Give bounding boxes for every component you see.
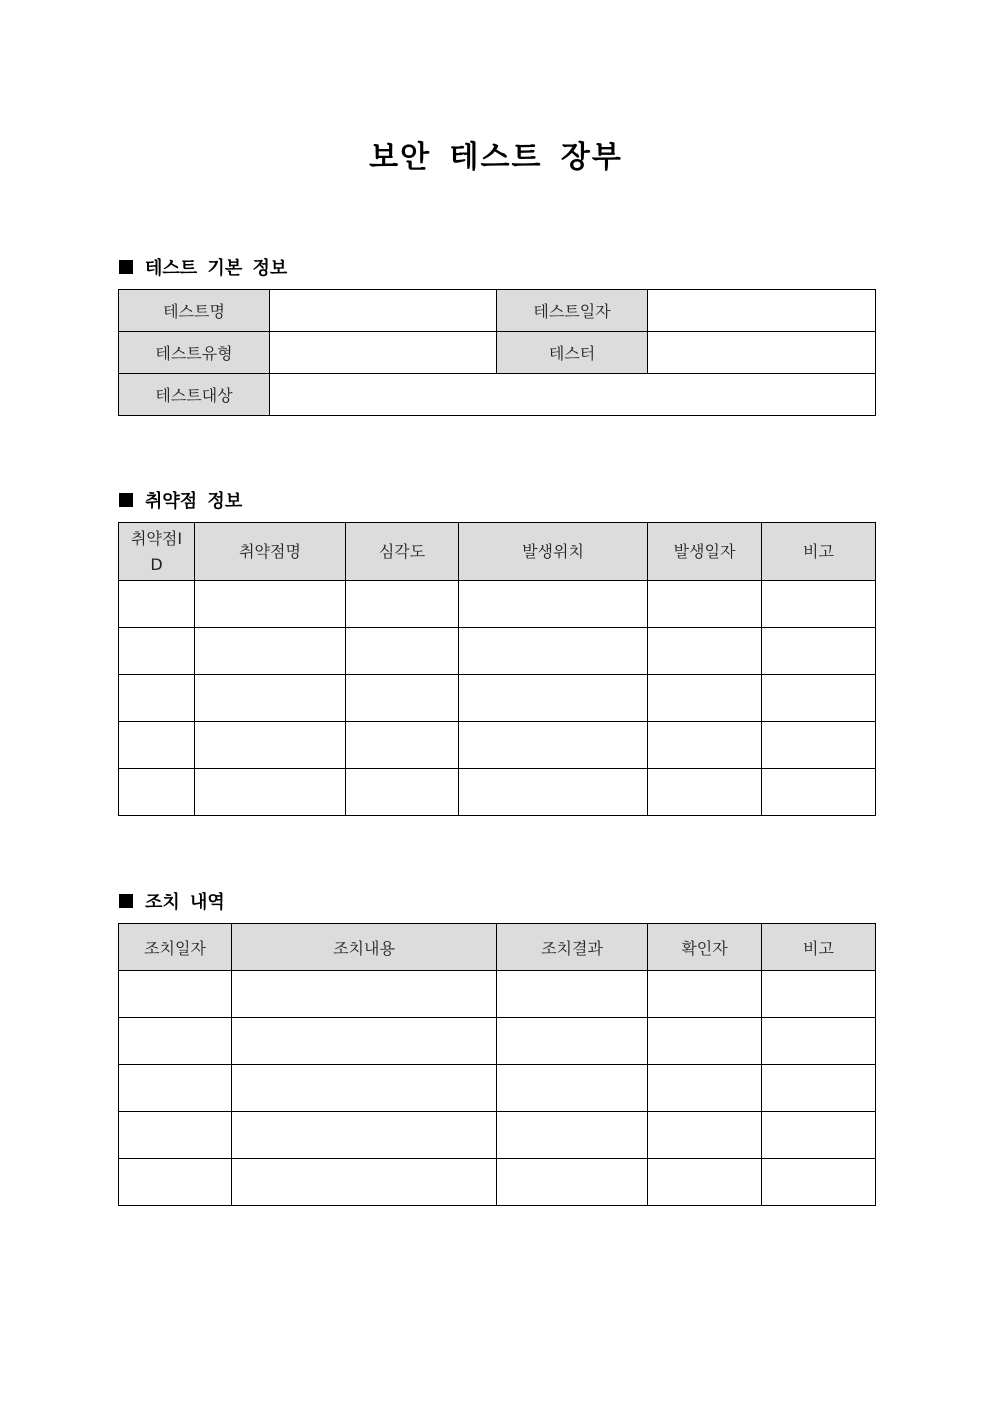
table-cell[interactable] [762,581,876,628]
document-title: 보안 테스트 장부 [369,140,623,175]
table-cell[interactable] [232,1159,497,1206]
field-tester[interactable] [648,332,876,374]
table-cell[interactable] [648,1018,762,1065]
table-cell[interactable] [762,1065,876,1112]
column-header-vuln-id: 취약점ID [119,523,195,581]
table-cell[interactable] [648,769,762,816]
section-heading-vulnerabilities-label: 취약점 정보 [145,491,243,512]
basic-info-table [118,289,876,416]
table-cell[interactable] [762,971,876,1018]
table-row [119,628,876,675]
vulnerability-table [118,522,876,816]
table-cell[interactable] [762,1112,876,1159]
table-cell[interactable] [346,722,459,769]
field-test-type[interactable] [270,332,497,374]
table-cell[interactable] [195,769,346,816]
square-bullet-icon [119,493,133,507]
field-test-date[interactable] [648,290,876,332]
table-row [119,1018,876,1065]
column-header-action-content: 조치내용 [232,924,497,971]
table-cell[interactable] [346,675,459,722]
table-cell[interactable] [232,1018,497,1065]
table-row [119,971,876,1018]
section-heading-basic-label: 테스트 기본 정보 [145,258,288,279]
table-cell[interactable] [119,722,195,769]
table-cell[interactable] [195,675,346,722]
table-cell[interactable] [497,1018,648,1065]
action-history-table [118,923,876,1206]
label-test-date: 테스트일자 [497,290,648,332]
table-cell[interactable] [459,769,648,816]
section-heading-actions-label: 조치 내역 [145,892,225,913]
table-cell[interactable] [762,1159,876,1206]
table-cell[interactable] [232,1112,497,1159]
table-cell[interactable] [459,628,648,675]
table-cell[interactable] [346,769,459,816]
label-tester: 테스터 [497,332,648,374]
table-cell[interactable] [119,769,195,816]
column-header-remarks: 비고 [762,924,876,971]
table-cell[interactable] [459,581,648,628]
column-header-severity: 심각도 [346,523,459,581]
column-header-action-date: 조치일자 [119,924,232,971]
table-cell[interactable] [648,675,762,722]
column-header-action-result: 조치결과 [497,924,648,971]
table-cell[interactable] [648,1065,762,1112]
table-cell[interactable] [459,722,648,769]
table-cell[interactable] [497,1159,648,1206]
table-cell[interactable] [459,675,648,722]
table-cell[interactable] [497,1065,648,1112]
action-table-header [119,924,876,971]
table-cell[interactable] [497,1112,648,1159]
label-test-target: 테스트대상 [119,374,270,416]
table-cell[interactable] [119,628,195,675]
label-test-name: 테스트명 [119,290,270,332]
table-cell[interactable] [119,1112,232,1159]
table-row [119,1159,876,1206]
table-cell[interactable] [119,581,195,628]
field-test-target[interactable] [270,374,876,416]
vulnerability-table-header [119,523,876,581]
table-cell[interactable] [232,971,497,1018]
table-row [119,1065,876,1112]
table-row [119,675,876,722]
table-cell[interactable] [648,1159,762,1206]
square-bullet-icon [119,894,133,908]
table-cell[interactable] [346,581,459,628]
table-cell[interactable] [762,628,876,675]
section-heading-basic [119,254,287,280]
square-bullet-icon [119,260,133,274]
table-cell[interactable] [346,628,459,675]
table-row [119,1112,876,1159]
table-cell[interactable] [648,971,762,1018]
table-cell[interactable] [119,675,195,722]
table-row [119,769,876,816]
table-cell[interactable] [195,722,346,769]
table-cell[interactable] [648,1112,762,1159]
table-cell[interactable] [762,722,876,769]
column-header-remarks: 비고 [762,523,876,581]
column-header-vuln-name: 취약점명 [195,523,346,581]
table-cell[interactable] [648,628,762,675]
section-heading-vulnerabilities [119,487,242,513]
field-test-name[interactable] [270,290,497,332]
column-header-location: 발생위치 [459,523,648,581]
table-cell[interactable] [119,971,232,1018]
table-cell[interactable] [762,769,876,816]
table-cell[interactable] [497,971,648,1018]
table-cell[interactable] [232,1065,497,1112]
table-row [119,722,876,769]
table-row [119,581,876,628]
column-header-found-date: 발생일자 [648,523,762,581]
section-heading-actions [119,888,225,914]
table-cell[interactable] [648,581,762,628]
column-header-verifier: 확인자 [648,924,762,971]
table-cell[interactable] [119,1159,232,1206]
table-cell[interactable] [648,722,762,769]
table-cell[interactable] [762,1018,876,1065]
table-cell[interactable] [119,1065,232,1112]
label-test-type: 테스트유형 [119,332,270,374]
table-cell[interactable] [195,581,346,628]
table-cell[interactable] [762,675,876,722]
table-cell[interactable] [195,628,346,675]
table-cell[interactable] [119,1018,232,1065]
